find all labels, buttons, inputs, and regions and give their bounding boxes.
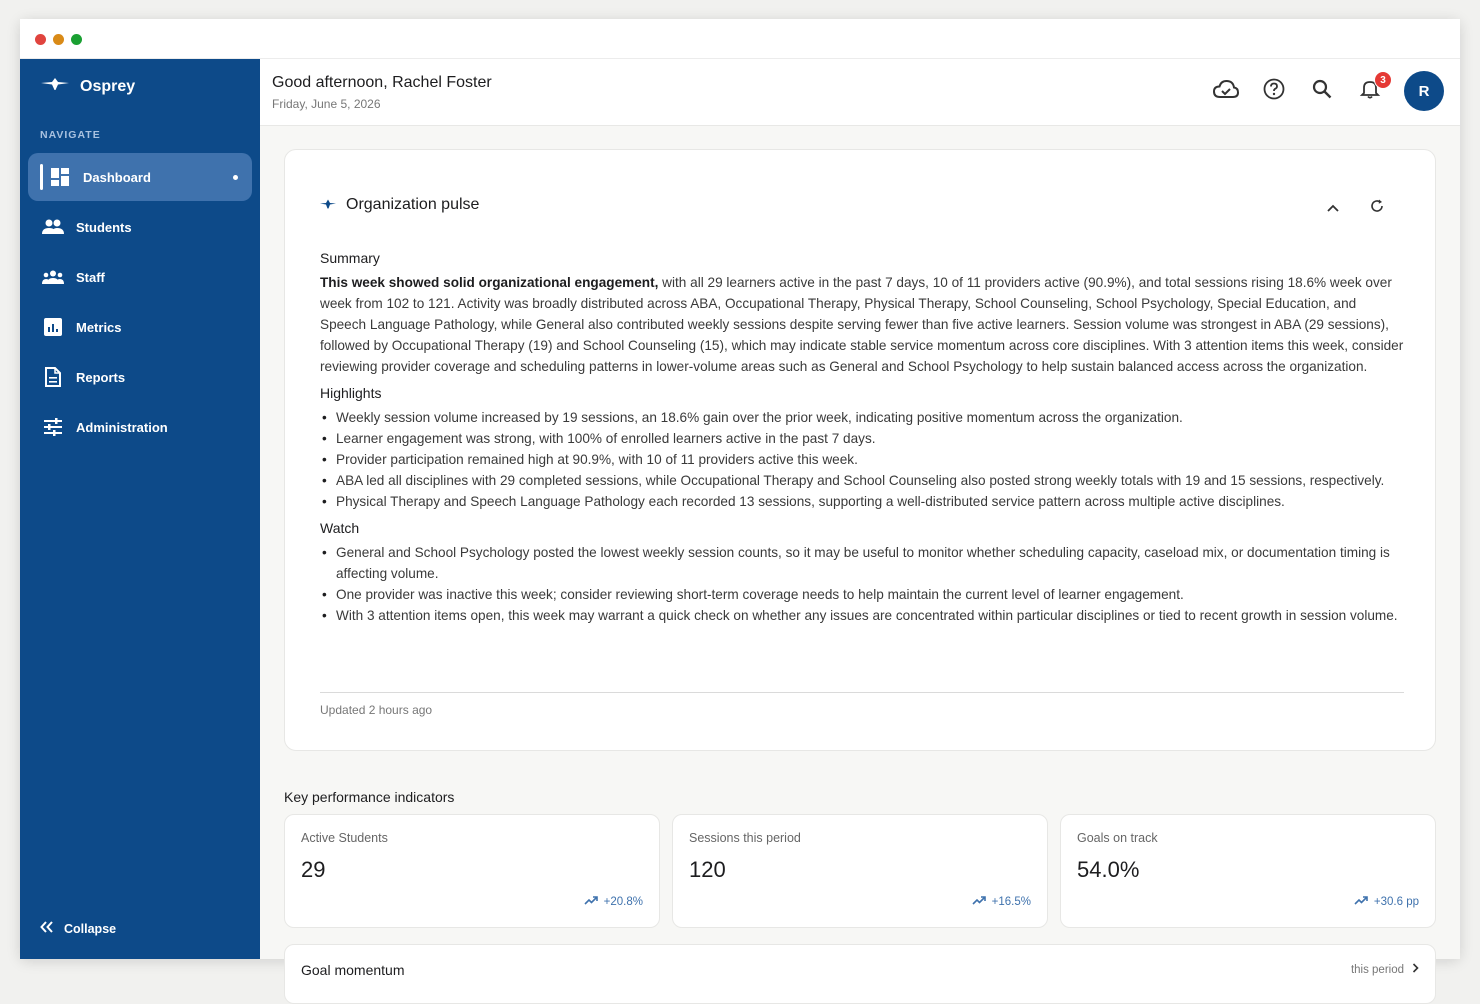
list-item: • Learner engagement was strong, with 100% of enrolled learners active in the past 7 days. <box>320 428 1404 449</box>
trending-up-icon <box>584 896 598 908</box>
sidebar-item-metrics[interactable] <box>28 303 252 351</box>
sidebar <box>20 59 260 959</box>
active-indicator <box>40 164 43 190</box>
students-icon <box>42 216 64 238</box>
refresh-pulse-button[interactable] <box>1365 196 1389 220</box>
kpi-value: 29 <box>301 857 326 882</box>
maximize-window-button[interactable] <box>71 34 82 45</box>
notifications-button[interactable] <box>1356 74 1386 105</box>
highlights-list <box>320 407 1404 512</box>
kpi-trend-value: +20.8% <box>603 896 643 908</box>
close-window-button[interactable] <box>35 34 46 45</box>
search-icon <box>1312 79 1332 104</box>
watch-title: Watch <box>320 520 360 536</box>
goal-momentum-title: Goal momentum <box>301 962 405 978</box>
sidebar-item-label: Dashboard <box>83 169 151 185</box>
notification-badge: 3 <box>1374 71 1392 89</box>
brand-name: Osprey <box>80 77 136 95</box>
dashboard-icon <box>49 166 71 188</box>
kpi-trend <box>972 896 1031 908</box>
header-actions <box>1212 71 1444 111</box>
kpi-trend-value: +30.6 pp <box>1373 896 1419 908</box>
app-window <box>20 19 1460 978</box>
summary-title: Summary <box>320 250 380 266</box>
kpi-trend-value: +16.5% <box>991 896 1031 908</box>
sidebar-item-label: Students <box>76 219 132 235</box>
kpi-trend <box>584 896 643 908</box>
highlights-title: Highlights <box>320 385 382 401</box>
help-circle-icon <box>1263 78 1285 105</box>
kpi-card-sessions[interactable] <box>672 814 1048 928</box>
collapse-pulse-button[interactable] <box>1321 196 1345 220</box>
sidebar-item-reports[interactable] <box>28 353 252 401</box>
list-item: • Physical Therapy and Speech Language Pathology each recorded 13 sessions, supporting a well-distributed service pattern across multiple active disciplines. <box>320 491 1404 512</box>
kpi-label: Active Students <box>301 831 388 845</box>
organization-pulse-card <box>284 149 1436 751</box>
top-header <box>260 59 1460 126</box>
pulse-actions <box>1321 196 1389 220</box>
search-button[interactable] <box>1308 77 1336 105</box>
period-label: this period <box>1350 963 1404 976</box>
sidebar-item-dashboard[interactable] <box>28 153 252 201</box>
list-item: • ABA led all disciplines with 29 completed sessions, while Occupational Therapy and School Counseling also posted strong weekly totals with 19 and 15 sessions, respectively. <box>320 470 1404 491</box>
sidebar-item-label: Staff <box>76 269 105 285</box>
sidebar-item-administration[interactable] <box>28 403 252 451</box>
list-item: • Provider participation remained high at 90.9%, with 10 of 11 providers active this week. <box>320 449 1404 470</box>
main-content <box>260 59 1460 978</box>
list-item: • Weekly session volume increased by 19 sessions, an 18.6% gain over the prior week, indicating positive momentum across the organization. <box>320 407 1404 428</box>
sidebar-item-staff[interactable] <box>28 253 252 301</box>
summary-lead: This week showed solid organizational engagement, <box>320 275 659 290</box>
kpi-trend <box>1354 896 1419 908</box>
osprey-pulse-icon <box>320 196 336 214</box>
kpi-section-title: Key performance indicators <box>284 789 455 805</box>
current-date: Friday, June 5, 2026 <box>272 97 381 111</box>
chevron-up-icon <box>1327 199 1339 217</box>
collapse-label: Collapse <box>64 921 117 936</box>
metrics-icon <box>42 316 64 338</box>
list-item: • General and School Psychology posted the lowest weekly session counts, so it may be useful to monitor whether scheduling capacity, caseload mix, or documentation timing is affecting volume. <box>320 542 1404 584</box>
active-dot <box>233 175 238 180</box>
trending-up-icon <box>972 896 986 908</box>
pulse-title: Organization pulse <box>346 196 480 213</box>
administration-icon <box>42 416 64 438</box>
title-bar <box>20 19 1460 59</box>
kpi-label: Sessions this period <box>689 831 801 845</box>
divider <box>320 692 1404 693</box>
sidebar-item-students[interactable] <box>28 203 252 251</box>
period-selector[interactable] <box>1351 963 1419 976</box>
collapse-sidebar-button[interactable] <box>40 921 116 936</box>
nav-heading: NAVIGATE <box>40 129 101 141</box>
kpi-value: 54.0% <box>1077 857 1140 882</box>
help-button[interactable] <box>1260 77 1288 105</box>
updated-timestamp: Updated 2 hours ago <box>320 703 433 717</box>
kpi-card-active-students[interactable] <box>284 814 660 928</box>
osprey-logo-icon <box>40 77 70 96</box>
avatar[interactable]: R <box>1404 71 1444 111</box>
pulse-body <box>320 248 1404 632</box>
cloud-sync-button[interactable] <box>1212 77 1240 105</box>
brand[interactable] <box>40 77 135 96</box>
summary-text: with all 29 learners active in the past 7 days, 10 of 11 providers active (90.9%), and total sessions rising 18.6% week over week from 102 to 121. Activity was broadly distributed across ABA, Occupational Therapy, Physical Therapy, School Counseling, School Psychology, Special Education, and Speech Language Pathology, while General also contributed weekly sessions despite serving fewer than five active learners. Session volume was strongest in ABA (29 sessions), followed by Occupational Therapy (19) and School Counseling (15), which may indicate stable service momentum across core disciplines. With 3 attention items this week, consider reviewing provider coverage and scheduling patterns in lower-volume areas such as General and School Psychology to help sustain balanced access across the organization. <box>320 275 1404 374</box>
sidebar-nav <box>28 153 252 453</box>
minimize-window-button[interactable] <box>53 34 64 45</box>
refresh-icon <box>1370 199 1384 218</box>
sidebar-item-label: Metrics <box>76 319 122 335</box>
goal-momentum-card <box>284 944 1436 1004</box>
kpi-value: 120 <box>689 857 726 882</box>
reports-icon <box>42 366 64 388</box>
chevrons-left-icon <box>40 921 54 936</box>
watch-list <box>320 542 1404 626</box>
greeting: Good afternoon, Rachel Foster <box>272 74 492 91</box>
staff-icon <box>42 266 64 288</box>
trending-up-icon <box>1354 896 1368 908</box>
chevron-right-icon <box>1412 963 1419 976</box>
pulse-header <box>320 196 479 214</box>
cloud-check-icon <box>1213 79 1239 104</box>
kpi-card-goals-on-track[interactable] <box>1060 814 1436 928</box>
summary-paragraph <box>320 272 1404 377</box>
sidebar-item-label: Administration <box>76 419 168 435</box>
sidebar-item-label: Reports <box>76 369 126 385</box>
list-item: • With 3 attention items open, this week may warrant a quick check on whether any issues are concentrated within particular disciplines or tied to recent growth in session volume. <box>320 605 1404 626</box>
list-item: • One provider was inactive this week; consider reviewing short-term coverage needs to help maintain the current level of learner engagement. <box>320 584 1404 605</box>
kpi-label: Goals on track <box>1077 831 1158 845</box>
